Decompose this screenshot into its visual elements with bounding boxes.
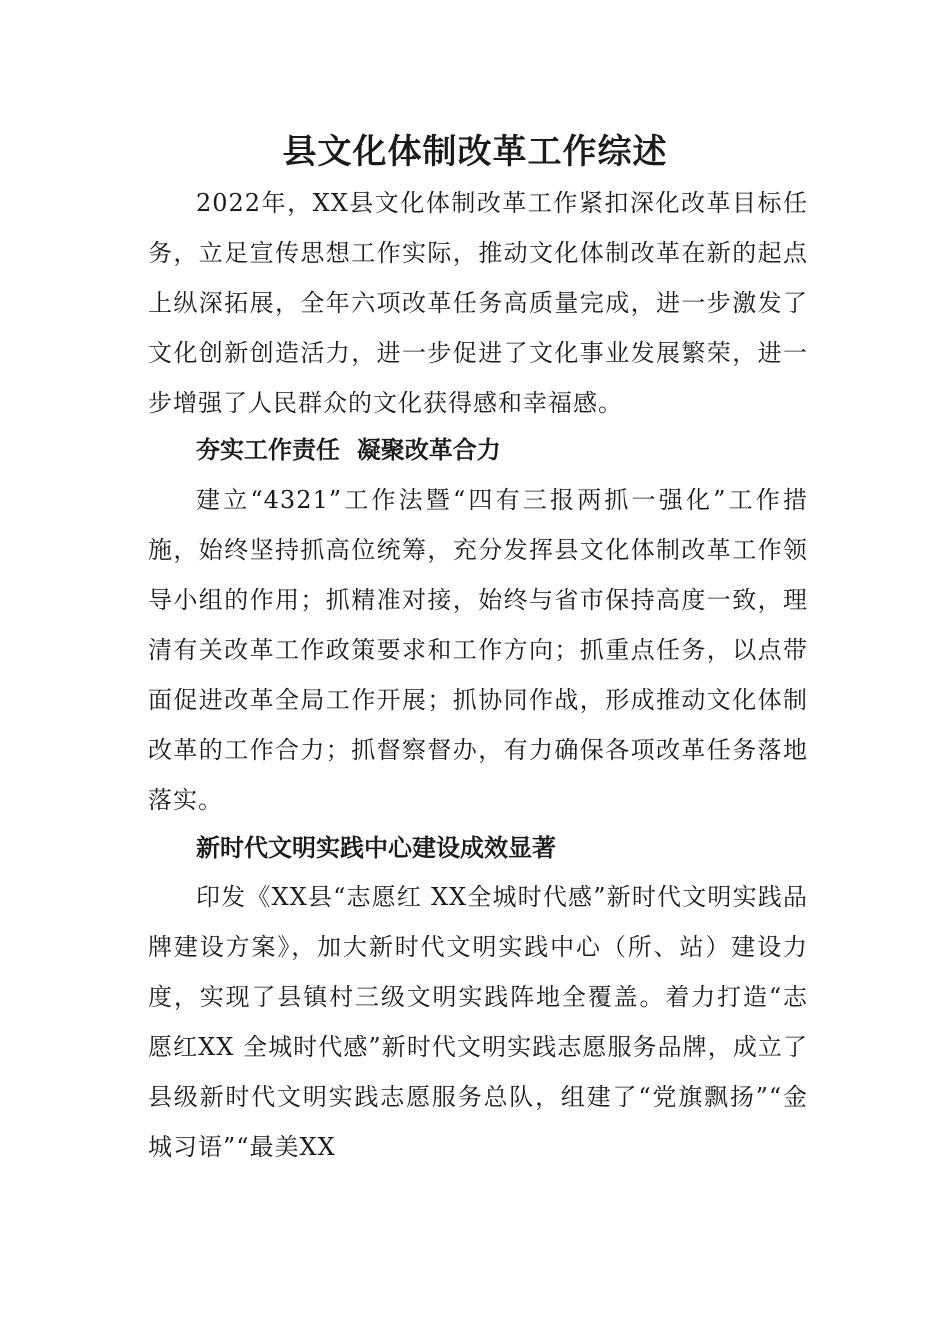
section-heading-responsibility: 夯实工作责任 凝聚改革合力 [196, 436, 501, 464]
intro-paragraph: 2022年，XX县文化体制改革工作紧扣深化改革目标任务，立足宣传思想工作实际，推动文化体制改革在新的起点上纵深拓展，全年六项改革任务高质量完成，进一步激发了文化创新创造活力，进一步促进了文化事业发展繁荣，进一步增强了人民群众的文化获得感和幸福感。 [148, 189, 808, 417]
section-body-responsibility: 建立“4321”工作法暨“四有三报两抓一强化”工作措施，始终坚持抓高位统筹，充分发挥县文化体制改革工作领导小组的作用；抓精准对接，始终与省市保持高度一致，理清有关改革工作政策要求和工作方向；抓重点任务，以点带面促进改革全局工作开展；抓协同作战，形成推动文化体制改革的工作合力；抓督察督办，有力确保各项改革任务落地落实。 [148, 486, 808, 814]
section-body-civilization-center: 印发《XX县“志愿红 XX全城时代感”新时代文明实践品牌建设方案》，加大新时代文明实践中心（所、站）建设力度，实现了县镇村三级文明实践阵地全覆盖。着力打造“志愿红XX 全城时代感”新时代文明实践志愿服务品牌，成立了县级新时代文明实践志愿服务总队，组建了“党旗飘扬”“金城习语”“最美XX [148, 883, 808, 1161]
section-heading-civilization-center: 新时代文明实践中心建设成效显著 [196, 834, 556, 862]
document-title: 县文化体制改革工作综述 [282, 132, 668, 172]
